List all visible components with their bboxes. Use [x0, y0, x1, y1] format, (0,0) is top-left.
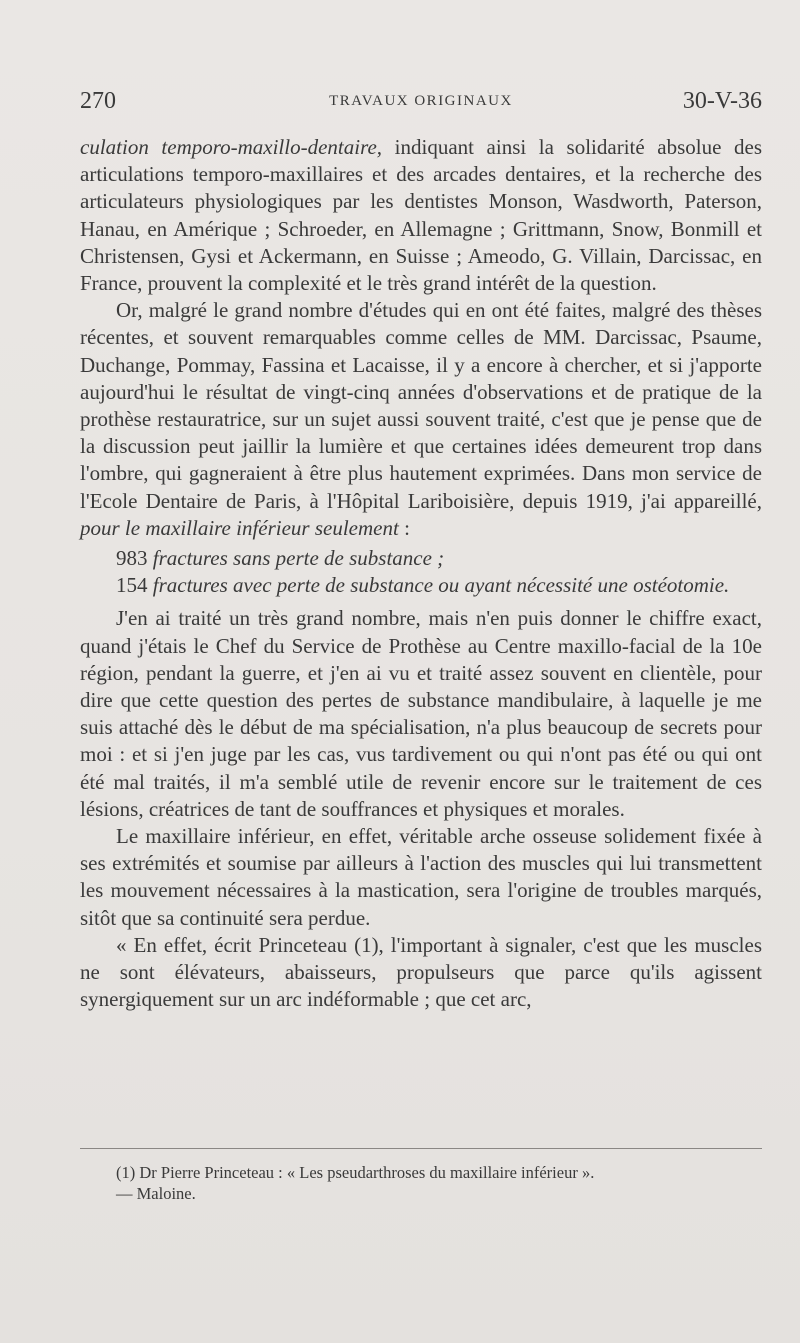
paragraph-1: [80, 134, 762, 297]
body-text: [80, 134, 762, 1014]
paragraph-4: Le maxillaire inférieur, en effet, véritable arche osseuse solidement fixée à ses extrémités et soumise par ailleurs à l'action des muscles qui lui transmettent les mouvement nécessaires à la mastication, sera l'origine de troubles marqués, sitôt que sa continuité sera perdue.: [80, 824, 762, 930]
fracture-list: [80, 545, 762, 599]
list-item-number: 983: [116, 546, 148, 571]
list-item-number: 154: [116, 573, 148, 598]
paragraph-1-text: indiquant ainsi la solidarité absolue des articulations temporo-maxillaires et des arcades dentaires, et la recherche des articulateurs physiologiques par les dentistes Monson, Wasdworth, Paterson, Hanau, en Amérique ; Schroeder, en Allemagne ; Grittmann, Snow, Bonmill et Christensen, Gysi et Ackermann, en Suisse ; Ameodo, G. Villain, Darcissac, en France, prouvent la complexité et le très grand intérêt de la question.: [80, 135, 762, 296]
footnote-line-2: — Maloine.: [116, 1184, 196, 1203]
footnote: [80, 1162, 762, 1204]
paragraph-2-tail: :: [398, 515, 410, 540]
list-item-text: fractures sans perte de substance ;: [152, 546, 445, 571]
issue-date: 30-V-36: [682, 88, 762, 114]
paragraph-1-italic: culation temporo-maxillo-dentaire,: [80, 135, 383, 159]
paragraph-2: [80, 297, 762, 542]
paragraph-3: J'en ai traité un très grand nombre, mais n'en puis donner le chiffre exact, quand j'étais le Chef du Service de Prothèse au Centre maxillo-facial de la 10e région, pendant la guerre, et j'en ai vu et traité assez souvent en clientèle, pour dire que cette question des pertes de substance mandibulaire, à laquelle je me suis attaché dès le début de ma spécialisation, n'a plus beaucoup de secrets pour moi : et si j'en juge par les cas, vus tardivement ou qui n'ont pas été ou qui ont été mal traités, il m'a semblé utile de revenir encore sur le traitement de ces lésions, créatrices de tant de souffrances et physiques et morales.: [80, 606, 762, 821]
list-item: [116, 572, 762, 599]
paragraph-5: « En effet, écrit Princeteau (1), l'important à signaler, c'est que les muscles ne sont élévateurs, abaisseurs, propulseurs que parce qu'ils agissent synergiquement sur un arc indéformable ; que cet arc,: [80, 932, 762, 1012]
footnote-line-1: (1) Dr Pierre Princeteau : « Les pseudarthroses du maxillaire inférieur ».: [116, 1163, 595, 1182]
list-item-text: fractures avec perte de substance ou ayant nécessité une ostéotomie.: [152, 573, 730, 598]
paragraph-2-italic: pour le maxillaire inférieur seulement: [80, 515, 399, 540]
footnote-rule: [80, 1148, 762, 1149]
paragraph-2-text: Or, malgré le grand nombre d'études qui en ont été faites, malgré des thèses récentes, et souvent remarquables comme celles de MM. Darcissac, Psaume, Duchange, Pommay, Fassina et Lacaisse, il y a encore à chercher, et si j'apporte aujourd'hui le résultat de vingt-cinq années d'observations et de pratique de la prothèse restauratrice, sur un sujet aussi souvent traité, c'est que je pense que de la discussion peut jaillir la lumière et que certaines idées demeurent trop dans l'ombre, qui gagneraient à être plus hautement exprimées. Dans mon service de l'Ecole Dentaire de Paris, à l'Hôpital Lariboisière, depuis 1919, j'ai appareillé,: [80, 298, 762, 513]
page-number: 270: [80, 88, 116, 114]
running-title: TRAVAUX ORIGINAUX: [329, 93, 513, 109]
list-item: [116, 545, 762, 572]
page-header: [80, 88, 762, 118]
